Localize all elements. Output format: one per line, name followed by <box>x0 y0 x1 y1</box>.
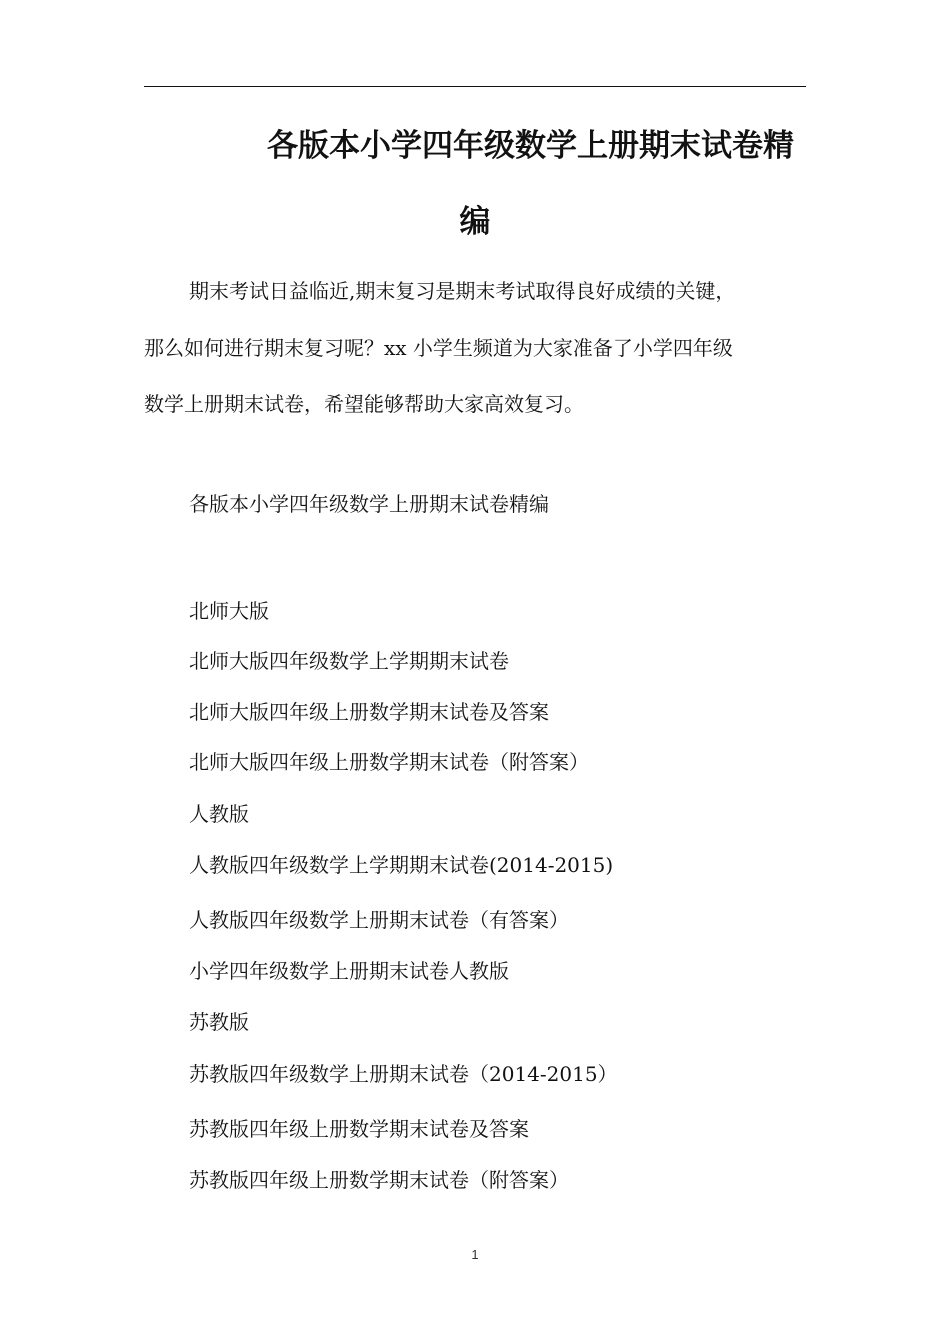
page-number: 1 <box>471 1247 479 1262</box>
list-item: 北师大版四年级上册数学期末试卷及答案 <box>189 700 549 724</box>
list-item: 人教版四年级数学上学期期末试卷(2014-2015) <box>189 853 614 877</box>
list-item: 小学四年级数学上册期末试卷人教版 <box>189 959 509 983</box>
intro-paragraph-line-3: 数学上册期末试卷，希望能够帮助大家高效复习。 <box>144 392 584 416</box>
document-title-line-1: 各版本小学四年级数学上册期末试卷精 <box>267 128 794 164</box>
list-item: 北师大版四年级数学上学期期末试卷 <box>189 649 509 673</box>
intro-paragraph-line-2: 那么如何进行期末复习呢？xx 小学生频道为大家准备了小学四年级 <box>144 336 733 360</box>
list-item-heading: 各版本小学四年级数学上册期末试卷精编 <box>189 492 549 516</box>
list-item-section-bsd: 北师大版 <box>189 599 269 623</box>
intro-paragraph-line-1: 期末考试日益临近,期末复习是期末考试取得良好成绩的关键， <box>189 279 736 303</box>
list-item: 北师大版四年级上册数学期末试卷（附答案） <box>189 750 589 774</box>
list-item: 苏教版四年级上册数学期末试卷（附答案） <box>189 1168 569 1192</box>
document-title-line-2: 编 <box>459 204 491 240</box>
header-rule <box>144 86 806 87</box>
list-item-section-rj: 人教版 <box>189 802 249 826</box>
list-item: 苏教版四年级上册数学期末试卷及答案 <box>189 1117 529 1141</box>
list-item: 苏教版四年级数学上册期末试卷（2014-2015） <box>189 1062 618 1086</box>
list-item: 人教版四年级数学上册期末试卷（有答案） <box>189 908 569 932</box>
list-item-section-sj: 苏教版 <box>189 1010 249 1034</box>
